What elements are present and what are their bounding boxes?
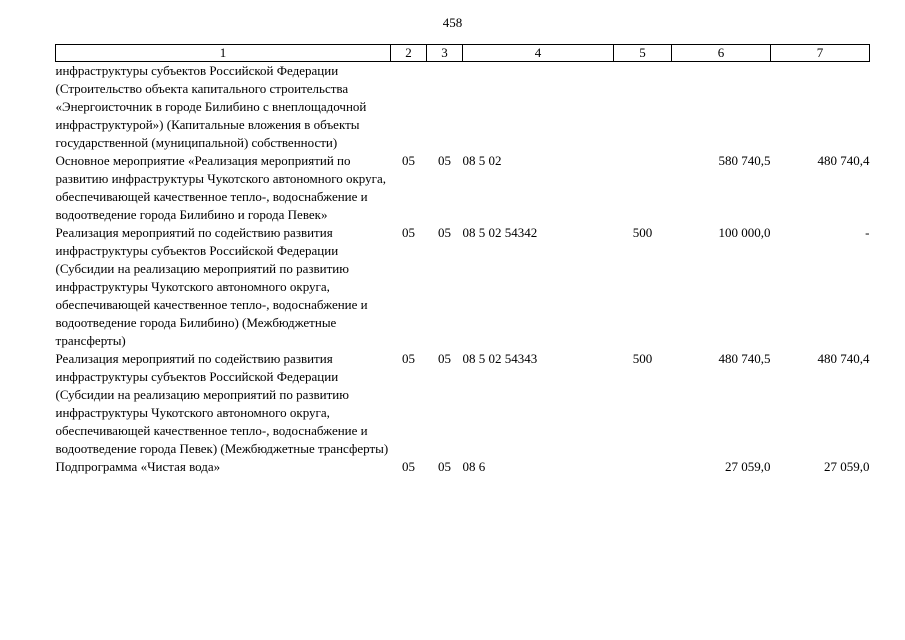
row-vr [614, 62, 672, 153]
row-sum2: 27 059,0 [824, 459, 870, 474]
row-sum2: 480 740,4 [817, 153, 870, 168]
header-col-6: 6 [672, 45, 771, 62]
header-col-4: 4 [463, 45, 614, 62]
row-sum1 [672, 62, 771, 153]
row-name: Подпрограмма «Чистая вода» [55, 459, 221, 474]
row-vr [614, 152, 672, 224]
page-number: 458 [442, 15, 463, 30]
row-rz [391, 62, 427, 153]
row-pr: 05 [438, 225, 451, 240]
row-pr: 05 [438, 459, 451, 474]
header-row [56, 45, 870, 62]
row-rz: 05 [402, 459, 415, 474]
row-name: Реализация мероприятий по содействию развития инфраструктуры субъектов Российской Федерации (Субсидии на реализацию мероприятий по развитию инфраструктуры Чукотского автономного округа, обеспечивающей качественное тепло-, водоснабжение и водоотведение города Билибино) (Межбюджетные трансферты) [55, 225, 368, 348]
row-sum1: 480 740,5 [718, 351, 771, 366]
budget-table [55, 44, 870, 476]
row-rz: 05 [402, 351, 415, 366]
row-sum1: 27 059,0 [725, 459, 771, 474]
row-pr [427, 62, 463, 153]
table-row [56, 224, 870, 350]
row-name: инфраструктуры субъектов Российской Федерации (Строительство объекта капитального строительства «Энергоисточник в городе Билибино с внеплощадочной инфраструктурой») (Капитальные вложения в объекты государственной (муниципальной) собственности) [55, 63, 367, 150]
row-sum2: 480 740,4 [817, 351, 870, 366]
row-name: Основное мероприятие «Реализация мероприятий по развитию инфраструктуры Чукотского автономного округа, обеспечивающей качественное тепло-, водоснабжение и водоотведение города Билибино и города Певек» [55, 153, 386, 222]
row-csr: 08 6 [462, 459, 486, 474]
table-row [56, 152, 870, 224]
row-csr: 08 5 02 54343 [462, 351, 538, 366]
row-pr: 05 [438, 351, 451, 366]
row-sum1: 580 740,5 [718, 153, 771, 168]
table-row [56, 62, 870, 153]
row-rz: 05 [402, 153, 415, 168]
row-csr: 08 5 02 54342 [462, 225, 538, 240]
row-csr: 08 5 02 [462, 153, 502, 168]
row-sum2 [771, 62, 870, 153]
header-col-3: 3 [427, 45, 463, 62]
header-col-5: 5 [614, 45, 672, 62]
row-sum2: - [865, 225, 870, 240]
table-row [56, 350, 870, 458]
row-name: Реализация мероприятий по содействию развития инфраструктуры субъектов Российской Федерации (Субсидии на реализацию мероприятий по развитию инфраструктуры Чукотского автономного округа, обеспечивающей качественное тепло-, водоснабжение и водоотведение города Певек) (Межбюджетные трансферты) [55, 351, 389, 456]
header-col-2: 2 [391, 45, 427, 62]
row-rz: 05 [402, 225, 415, 240]
row-vr: 500 [632, 351, 653, 366]
row-csr [463, 62, 614, 153]
header-col-1: 1 [56, 45, 391, 62]
row-vr [614, 458, 672, 476]
row-vr: 500 [632, 225, 653, 240]
header-col-7: 7 [771, 45, 870, 62]
row-sum1: 100 000,0 [718, 225, 771, 240]
table-row [56, 458, 870, 476]
row-pr: 05 [438, 153, 451, 168]
